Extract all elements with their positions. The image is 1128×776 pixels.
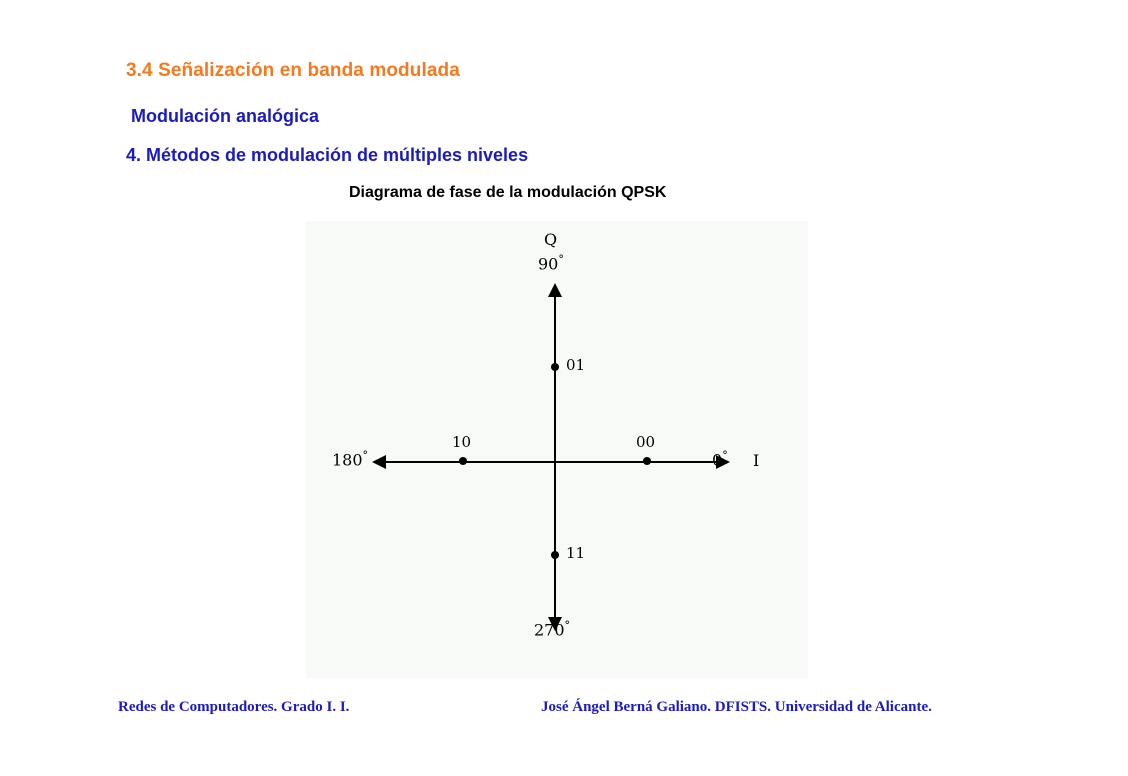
constellation-label-00: 00 [636, 433, 656, 451]
q-axis-up-arrow-icon [548, 283, 562, 297]
q-axis-label: Q [544, 230, 558, 249]
i-axis-left-arrow-icon [372, 455, 386, 469]
constellation-point-11 [551, 551, 559, 559]
footer-course: Redes de Computadores. Grado I. I. [118, 699, 350, 715]
constellation-label-11: 11 [566, 544, 586, 562]
constellation-label-01: 01 [566, 356, 586, 374]
q-axis-line [554, 291, 556, 623]
constellation-point-10 [459, 457, 467, 465]
subheading: Modulación analógica [131, 106, 320, 126]
i-axis-label: I [753, 451, 760, 470]
topic-heading: 4. Métodos de modulación de múltiples niveles [126, 145, 529, 165]
qpsk-phase-diagram [306, 221, 808, 678]
constellation-point-00 [643, 457, 651, 465]
section-heading: 3.4 Señalización en banda modulada [126, 60, 460, 81]
angle-0-label: 0° [712, 449, 728, 470]
i-axis-line [380, 461, 724, 463]
constellation-point-01 [551, 363, 559, 371]
angle-90-label: 90° [538, 253, 564, 274]
figure-title: Diagrama de fase de la modulación QPSK [349, 184, 667, 201]
constellation-label-10: 10 [452, 433, 472, 451]
footer-author: José Ángel Berná Galiano. DFISTS. Universidad de Alicante. [541, 699, 932, 715]
angle-180-label: 180° [332, 449, 369, 470]
angle-270-label: 270° [534, 619, 571, 640]
